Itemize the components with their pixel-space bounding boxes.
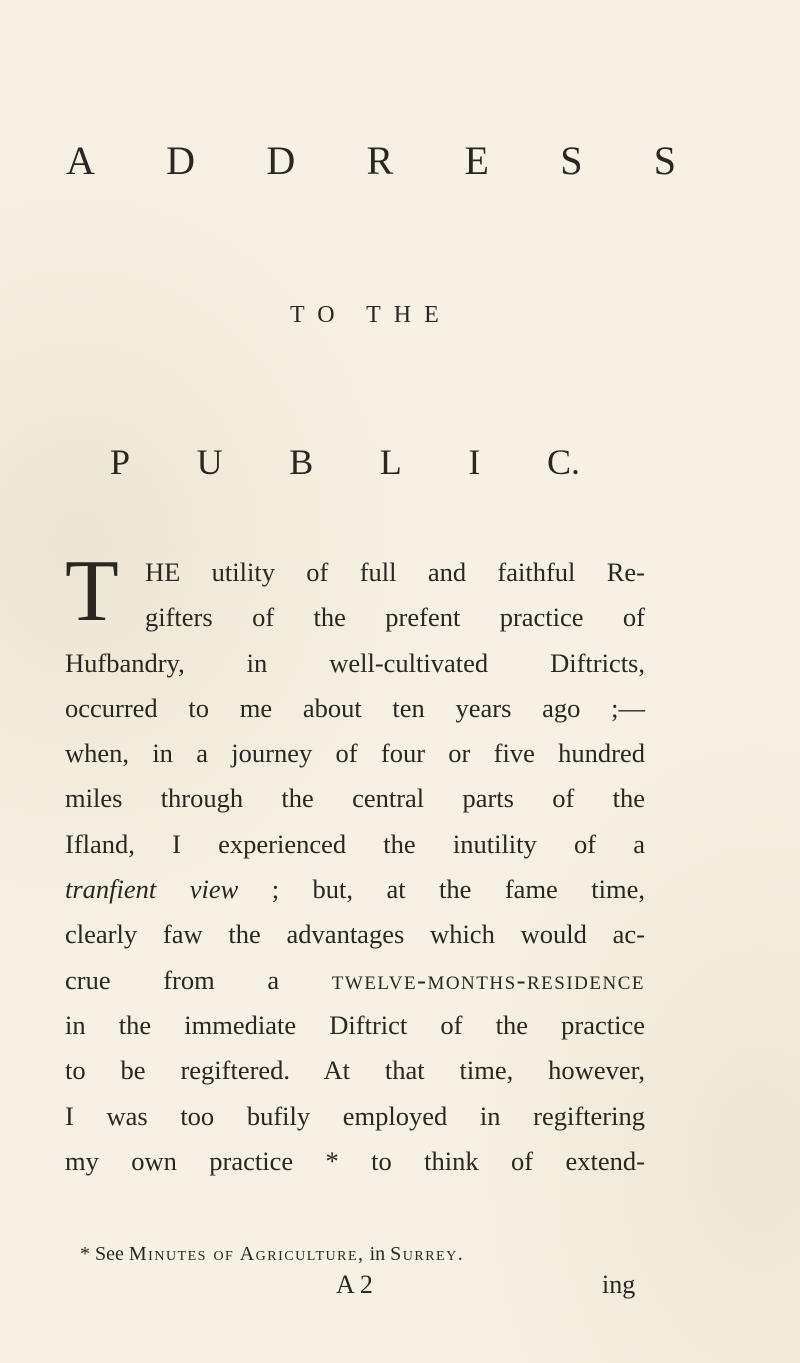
heading-letter: U [196, 442, 223, 482]
footnote-title: Minutes of Agriculture, [128, 1243, 365, 1265]
text-line: HE utility of full and faithful Re- [145, 557, 645, 587]
italic-phrase: tranfient view [65, 874, 239, 905]
text-line: miles through the central parts of the [65, 783, 645, 814]
text-line [65, 867, 645, 912]
text-span: See [90, 1243, 129, 1265]
text-line: Hufbandry, in well-cultivated Diftricts, [65, 647, 645, 678]
text-span: in [364, 1243, 391, 1265]
text-line: to be regiftered. At that time, however, [65, 1055, 645, 1086]
heading-letter: L [379, 442, 402, 482]
small-caps-phrase: twelve-months-residence [331, 964, 645, 995]
heading-address [66, 137, 676, 185]
catchword: ing [602, 1270, 636, 1299]
text-line: clearly faw the advantages which would ac- [65, 919, 645, 950]
heading-letter: B [289, 442, 314, 482]
body-paragraph [65, 543, 645, 1184]
heading-letter: A [66, 138, 95, 183]
heading-letter: I [468, 442, 481, 482]
text-line: I was too bufily employed in regiftering [65, 1100, 645, 1131]
drop-cap: T [65, 543, 119, 640]
footnote-marker: * [80, 1243, 90, 1265]
text-line: Ifland, I experienced the inutility of a [65, 828, 645, 859]
heading-letter: C. [546, 442, 580, 482]
text-line: my own practice * to think of extend- [65, 1145, 645, 1176]
heading-letter: S [560, 138, 583, 183]
text-span: ; but, at the fame time, [238, 874, 645, 905]
heading-letter: D [166, 138, 196, 183]
signature-mark: A 2 [336, 1270, 373, 1299]
text-line: when, in a journey of four or five hundred [65, 738, 645, 769]
heading-public [110, 440, 580, 484]
footnote [80, 1242, 464, 1266]
heading-letter: E [464, 138, 489, 183]
text-line: in the immediate Diftrict of the practice [65, 1009, 645, 1040]
text-line [65, 958, 645, 1003]
heading-letter: S [653, 138, 676, 183]
text-line: occurred to me about ten years ago ;— [65, 692, 645, 723]
text-line: gifters of the prefent practice of [145, 602, 645, 633]
text-span: crue from a [65, 964, 332, 995]
heading-letter: D [266, 138, 296, 183]
footnote-place: Surrey. [390, 1243, 465, 1265]
heading-to-the: TO THE [290, 302, 452, 328]
heading-letter: R [366, 138, 394, 183]
heading-letter: P [110, 442, 131, 482]
